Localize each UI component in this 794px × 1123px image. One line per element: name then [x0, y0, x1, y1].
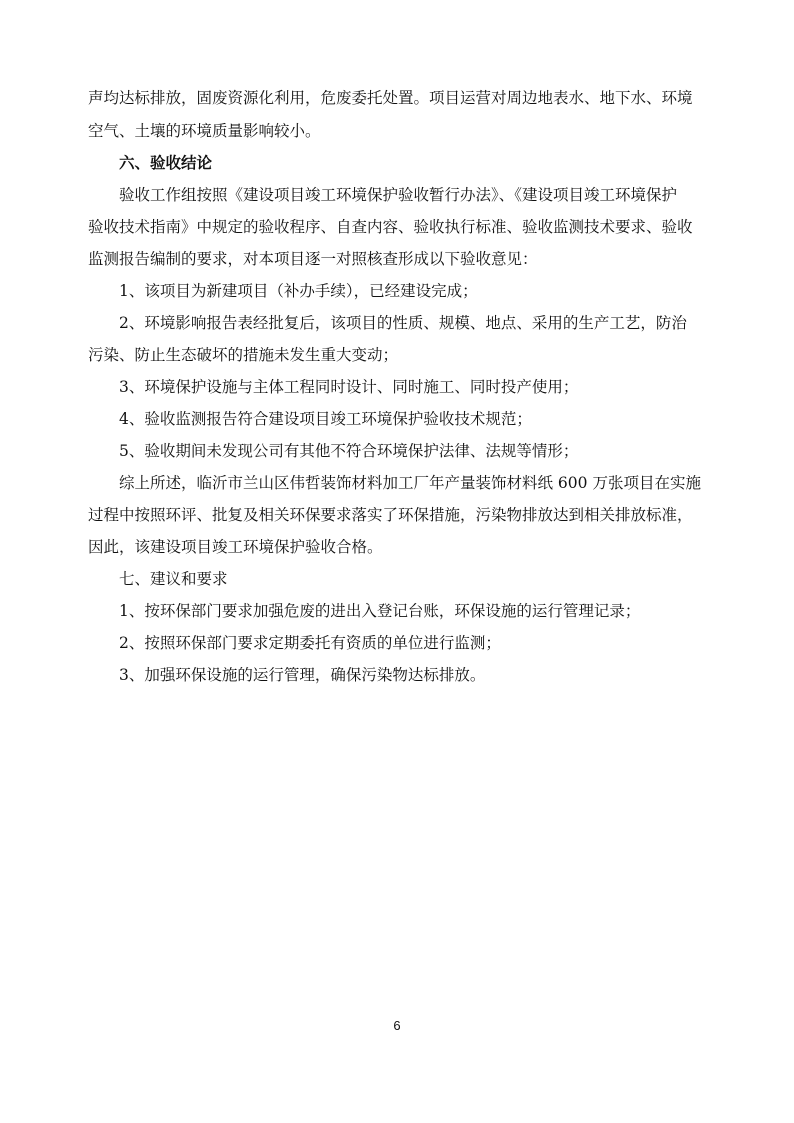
section-6-heading: 六、验收结论 — [119, 153, 213, 172]
section-6-intro-line-1: 验收工作组按照《建设项目竣工环境保护验收暂行办法》、《建设项目竣工环境保护 — [119, 186, 678, 204]
opinion-2-line-1: 2、环境影响报告表经批复后，该项目的性质、规模、地点、采用的生产工艺，防治 — [119, 314, 687, 332]
suggestion-1: 1、按环保部门要求加强危废的进出入登记台账，环保设施的运行管理记录； — [119, 602, 641, 620]
page-number: 6 — [393, 1018, 401, 1033]
intro-line-1: 声均达标排放，固废资源化利用，危废委托处置。项目运营对周边地表水、地下水、环境 — [88, 89, 693, 107]
opinion-3: 3、环境保护设施与主体工程同时设计、同时施工、同时投产使用； — [119, 378, 579, 396]
suggestion-3: 3、加强环保设施的运行管理，确保污染物达标排放。 — [119, 666, 486, 684]
intro-line-2: 空气、土壤的环境质量影响较小。 — [88, 122, 321, 140]
opinion-1: 1、该项目为新建项目（补办手续），已经建设完成； — [119, 282, 478, 300]
conclusion-line-1: 综上所述，临沂市兰山区伟哲装饰材料加工厂年产量装饰材料纸 600 万张项目在实施 — [119, 474, 701, 492]
section-7-heading: 七、建议和要求 — [119, 570, 228, 588]
conclusion-line-2: 过程中按照环评、批复及相关环保要求落实了环保措施，污染物排放达到相关排放标准， — [88, 506, 693, 524]
opinion-2-line-2: 污染、防止生态破坏的措施未发生重大变动； — [88, 346, 399, 364]
conclusion-line-3: 因此，该建设项目竣工环境保护验收合格。 — [88, 538, 383, 556]
section-6-intro-line-2: 验收技术指南》中规定的验收程序、自查内容、验收执行标准、验收监测技术要求、验收 — [88, 218, 693, 236]
opinion-4: 4、验收监测报告符合建设项目竣工环境保护验收技术规范； — [119, 410, 532, 428]
opinion-5: 5、验收期间未发现公司有其他不符合环境保护法律、法规等情形； — [119, 442, 579, 460]
suggestion-2: 2、按照环保部门要求定期委托有资质的单位进行监测； — [119, 634, 501, 652]
section-6-intro-line-3: 监测报告编制的要求，对本项目逐一对照核查形成以下验收意见： — [88, 250, 538, 268]
